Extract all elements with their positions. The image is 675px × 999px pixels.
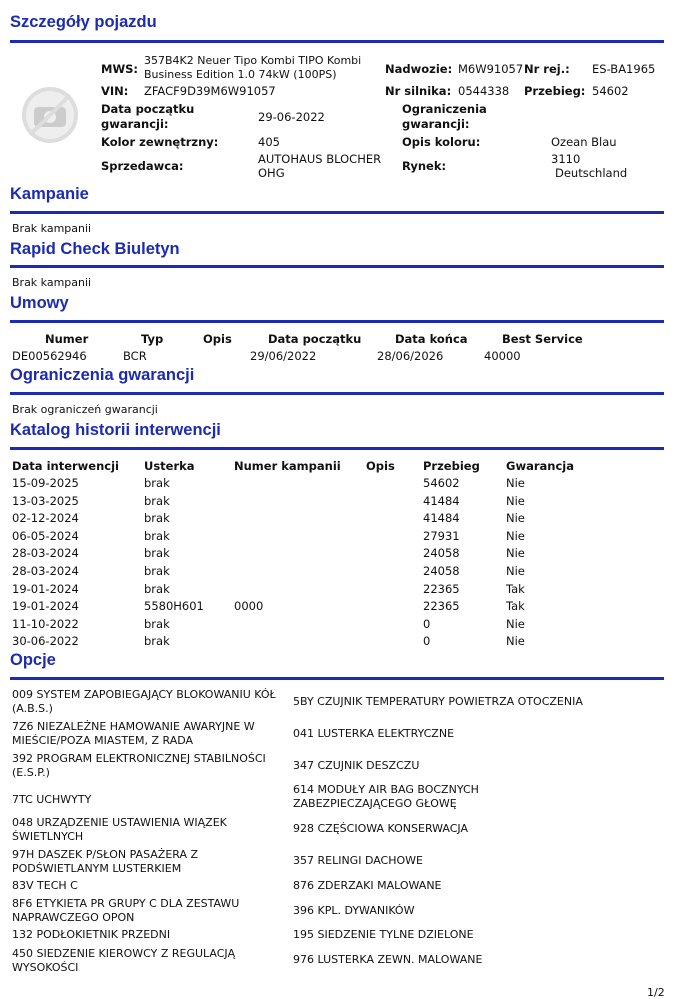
nr-rej-value: ES-BA1965 bbox=[592, 62, 656, 76]
cell: brak bbox=[144, 476, 170, 490]
option-item bbox=[293, 822, 663, 836]
cell: 0 bbox=[423, 616, 431, 631]
cell: Nie bbox=[506, 528, 525, 543]
option-item bbox=[12, 720, 287, 748]
col-header: Typ bbox=[141, 332, 164, 346]
section-title-katalog: Katalog historii interwencji bbox=[10, 421, 221, 439]
cell: 13-03-2025 bbox=[12, 493, 79, 508]
cell: Nie bbox=[506, 493, 525, 508]
option-item bbox=[293, 928, 663, 942]
option-line: (A.B.S.) bbox=[12, 702, 53, 715]
cell: brak bbox=[144, 528, 170, 543]
cell: 5580H601 bbox=[144, 599, 204, 614]
option-line: 614 MODUŁY AIR BAG BOCZNYCH bbox=[293, 783, 479, 796]
option-line: 041 LUSTERKA ELEKTRYCZNE bbox=[293, 727, 455, 740]
option-line: 876 ZDERZAKI MALOWANE bbox=[293, 879, 442, 892]
opis-koloru-value: Ozean Blau bbox=[551, 135, 617, 149]
option-item bbox=[293, 783, 663, 811]
cell: brak bbox=[144, 616, 170, 631]
col-header: Opis bbox=[366, 459, 395, 473]
cell: Nie bbox=[506, 616, 525, 631]
nadwozie-value: M6W91057 bbox=[458, 62, 524, 76]
col-header: Przebieg bbox=[423, 459, 480, 473]
option-item bbox=[293, 953, 663, 967]
option-item bbox=[12, 752, 287, 780]
option-line: 392 PROGRAM ELEKTRONICZNEJ STABILNOŚCI bbox=[12, 752, 266, 765]
option-item bbox=[12, 947, 287, 975]
divider bbox=[10, 40, 664, 43]
option-item bbox=[12, 688, 287, 716]
option-line: ŚWIETLNYCH bbox=[12, 830, 84, 843]
divider bbox=[10, 320, 664, 323]
kolor-value: 405 bbox=[258, 135, 280, 149]
cell: 19-01-2024 bbox=[12, 581, 79, 596]
option-item bbox=[12, 897, 287, 925]
cell: 06-05-2024 bbox=[12, 528, 79, 543]
option-item bbox=[293, 904, 663, 918]
divider bbox=[10, 265, 664, 268]
nr-rej-label: Nr rej.: bbox=[524, 62, 570, 76]
col-header: Data końca bbox=[395, 332, 468, 346]
option-line: 048 URZĄDZENIE USTAWIENIA WIĄZEK bbox=[12, 816, 227, 829]
kolor-label: Kolor zewnętrzny: bbox=[101, 135, 219, 149]
cell: Nie bbox=[506, 476, 525, 490]
cell: 28-03-2024 bbox=[12, 564, 79, 578]
section-title-umowy: Umowy bbox=[10, 294, 69, 312]
option-line: 8F6 ETYKIETA PR GRUPY C DLA ZESTAWU bbox=[12, 897, 240, 910]
ograniczenia-text: Brak ograniczeń gwarancji bbox=[12, 403, 158, 416]
cell: Tak bbox=[506, 599, 525, 614]
col-header: Numer kampanii bbox=[234, 459, 341, 473]
opis-koloru-label: Opis koloru: bbox=[402, 135, 481, 149]
przebieg-label: Przebieg: bbox=[524, 84, 586, 98]
divider bbox=[10, 677, 664, 680]
cell: 28/06/2026 bbox=[377, 349, 444, 363]
col-header: Gwarancja bbox=[506, 459, 574, 473]
option-line: 396 KPL. DYWANIKÓW bbox=[293, 904, 415, 917]
section-title-rapid-check: Rapid Check Biuletyn bbox=[10, 240, 180, 258]
cell: brak bbox=[144, 581, 170, 596]
option-line: ZABEZPIECZAJĄCEGO GŁOWĘ bbox=[293, 797, 457, 810]
option-line: MIEŚCIE/POZA MIASTEM, Z RADA bbox=[12, 734, 194, 747]
data-value: 29-06-2022 bbox=[258, 110, 325, 124]
cell: 22365 bbox=[423, 599, 460, 614]
nadwozie-label: Nadwozie: bbox=[385, 62, 453, 76]
cell: 41484 bbox=[423, 511, 460, 526]
data-label-1: Data początku bbox=[101, 102, 195, 116]
page-title: Szczegóły pojazdu bbox=[10, 13, 157, 31]
col-header: Opis bbox=[203, 332, 232, 346]
cell: brak bbox=[144, 564, 170, 578]
cell: 29/06/2022 bbox=[250, 349, 317, 363]
kampanie-text: Brak kampanii bbox=[12, 222, 92, 235]
rynek-label: Rynek: bbox=[402, 159, 447, 173]
cell: brak bbox=[144, 511, 170, 526]
cell: 15-09-2025 bbox=[12, 476, 79, 490]
divider bbox=[10, 447, 664, 450]
cell: 22365 bbox=[423, 581, 460, 596]
option-item bbox=[12, 793, 287, 807]
cell: 27931 bbox=[423, 528, 460, 543]
option-line: PODŚWIETLANYM LUSTERKIEM bbox=[12, 862, 182, 875]
cell: Nie bbox=[506, 546, 525, 561]
cell: Nie bbox=[506, 564, 525, 578]
col-header: Best Service bbox=[502, 332, 583, 346]
cell: brak bbox=[144, 546, 170, 561]
section-title-kampanie: Kampanie bbox=[10, 185, 89, 203]
option-line: 450 SIEDZENIE KIEROWCY Z REGULACJĄ bbox=[12, 947, 236, 960]
mws-value-2: Business Edition 1.0 74kW (100PS) bbox=[144, 68, 337, 81]
option-line: 347 CZUJNIK DESZCZU bbox=[293, 759, 420, 772]
option-line: 83V TECH C bbox=[12, 879, 78, 892]
cell: 24058 bbox=[423, 564, 460, 578]
data-label-2: gwarancji: bbox=[101, 117, 169, 131]
mws-value-1: 357B4K2 Neuer Tipo Kombi TIPO Kombi bbox=[144, 54, 362, 67]
option-line: (E.S.P.) bbox=[12, 766, 50, 779]
cell: 24058 bbox=[423, 546, 460, 561]
rapid-text: Brak kampanii bbox=[12, 276, 92, 289]
page-number: 1/2 bbox=[647, 986, 665, 999]
przebieg-value: 54602 bbox=[592, 84, 629, 98]
col-header: Data początku bbox=[268, 332, 362, 346]
cell: 02-12-2024 bbox=[12, 511, 79, 526]
rynek-value-1: 3110 bbox=[551, 152, 581, 166]
ogr-label-2: gwarancji: bbox=[402, 117, 470, 131]
ogr-label-1: Ograniczenia bbox=[402, 102, 487, 116]
option-item bbox=[293, 695, 663, 709]
option-item bbox=[293, 879, 663, 893]
cell: 30-06-2022 bbox=[12, 634, 79, 649]
cell: DE00562946 bbox=[12, 349, 87, 363]
option-item bbox=[293, 759, 663, 773]
option-line: 97H DASZEK P/SŁON PASAŻERA Z bbox=[12, 848, 199, 861]
col-header: Data interwencji bbox=[12, 459, 119, 473]
cell: 0 bbox=[423, 634, 431, 649]
cell: BCR bbox=[123, 349, 147, 363]
col-header: Numer bbox=[45, 332, 89, 346]
sprzedawca-value-2: OHG bbox=[258, 166, 285, 180]
option-line: NAPRAWCZEGO OPON bbox=[12, 911, 135, 924]
cell: 0000 bbox=[234, 599, 264, 614]
option-line: 132 PODŁOKIETNIK PRZEDNI bbox=[12, 928, 171, 941]
mws-label: MWS: bbox=[101, 62, 139, 76]
nr-silnika-label: Nr silnika: bbox=[385, 84, 452, 98]
cell: brak bbox=[144, 634, 170, 649]
option-item bbox=[293, 727, 663, 741]
sprzedawca-label: Sprzedawca: bbox=[101, 159, 184, 173]
option-line: 7TC UCHWYTY bbox=[12, 793, 92, 806]
sprzedawca-value-1: AUTOHAUS BLOCHER bbox=[258, 152, 382, 166]
cell: Nie bbox=[506, 634, 525, 649]
section-title-ograniczenia: Ograniczenia gwarancji bbox=[10, 366, 195, 384]
option-line: 009 SYSTEM ZAPOBIEGAJĄCY BLOKOWANIU KÓŁ bbox=[12, 688, 276, 701]
cell: Tak bbox=[506, 581, 525, 596]
option-item bbox=[12, 879, 287, 893]
option-item bbox=[12, 928, 287, 942]
cell: 40000 bbox=[484, 349, 521, 363]
cell: 54602 bbox=[423, 476, 460, 490]
section-title-opcje: Opcje bbox=[10, 651, 56, 669]
col-header: Usterka bbox=[144, 459, 195, 473]
cell: brak bbox=[144, 493, 170, 508]
option-line: 195 SIEDZENIE TYLNE DZIELONE bbox=[293, 928, 474, 941]
cell: 11-10-2022 bbox=[12, 616, 79, 631]
divider bbox=[10, 392, 664, 395]
option-line: 928 CZĘŚCIOWA KONSERWACJA bbox=[293, 822, 469, 835]
cell: 28-03-2024 bbox=[12, 546, 79, 561]
vin-label: VIN: bbox=[101, 84, 129, 98]
no-photo-camera-icon bbox=[20, 85, 80, 145]
option-line: 5BY CZUJNIK TEMPERATURY POWIETRZA OTOCZENIA bbox=[293, 695, 583, 708]
option-item bbox=[12, 816, 287, 844]
cell: Nie bbox=[506, 511, 525, 526]
divider bbox=[10, 211, 664, 214]
option-line: WYSOKOŚCI bbox=[12, 961, 79, 974]
option-item bbox=[293, 854, 663, 868]
nr-silnika-value: 0544338 bbox=[458, 84, 510, 98]
option-line: 976 LUSTERKA ZEWN. MALOWANE bbox=[293, 953, 483, 966]
option-item bbox=[12, 848, 287, 876]
vin-value: ZFACF9D39M6W91057 bbox=[144, 84, 276, 98]
option-line: 357 RELINGI DACHOWE bbox=[293, 854, 423, 867]
rynek-value-2: Deutschland bbox=[555, 166, 628, 180]
option-line: 7Z6 NIEZALEŻNE HAMOWANIE AWARYJNE W bbox=[12, 720, 255, 733]
cell: 19-01-2024 bbox=[12, 599, 79, 614]
cell: 41484 bbox=[423, 493, 460, 508]
